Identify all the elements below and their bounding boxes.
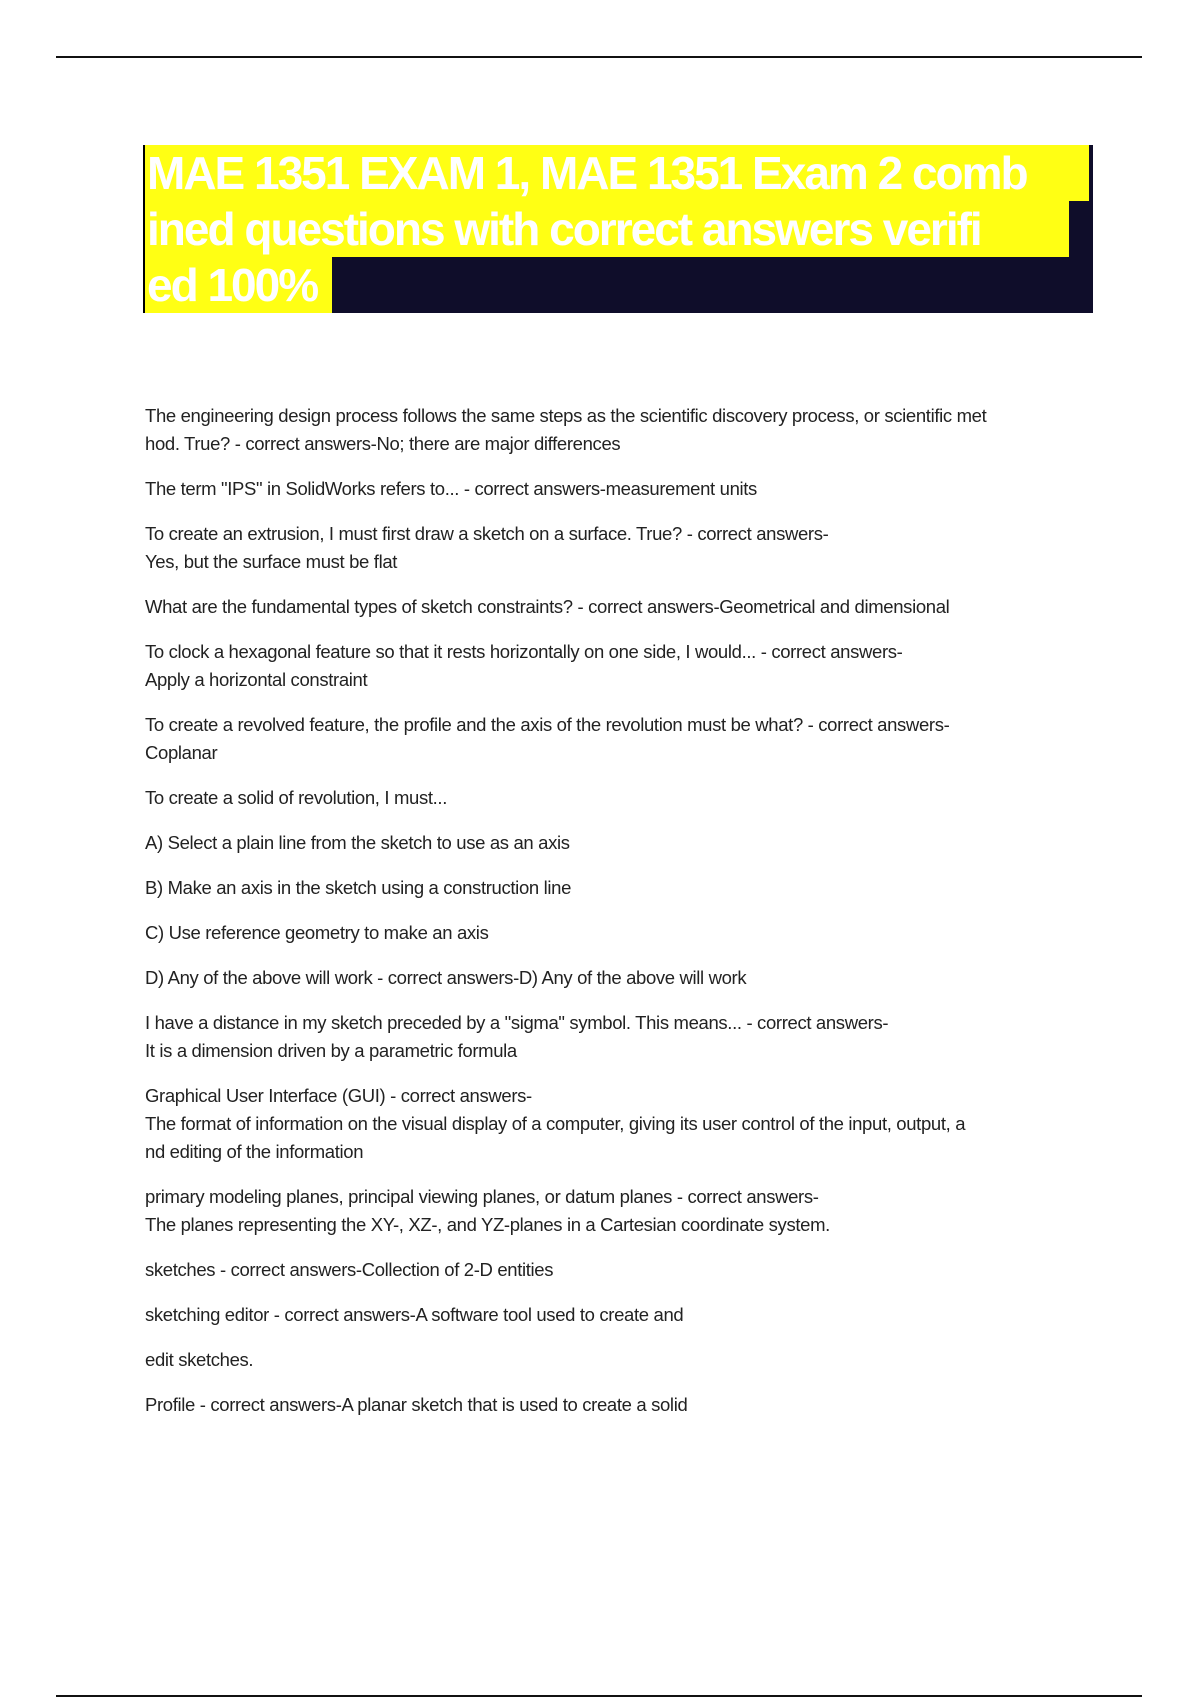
qa-item: Profile - correct answers-A planar sketch that is used to create a solid (145, 1394, 688, 1415)
qa-item: Graphical User Interface (GUI) - correct answers- The format of information on the visual display of a computer, giving its user control of the input, output, a nd editing of the information (145, 1085, 966, 1162)
bottom-rule (56, 1695, 1142, 1697)
top-rule (56, 56, 1142, 58)
qa-item: sketches - correct answers-Collection of 2-D entities (145, 1259, 554, 1280)
qa-item: To create an extrusion, I must first draw a sketch on a surface. True? - correct answers- Yes, but the surface must be flat (145, 523, 829, 572)
qa-item: What are the fundamental types of sketch constraints? - correct answers-Geometrical and dimensional (145, 596, 950, 617)
qa-item: To create a revolved feature, the profile and the axis of the revolution must be what? - correct answers- Coplanar (145, 714, 950, 763)
qa-item: sketching editor - correct answers-A software tool used to create and (145, 1304, 684, 1325)
qa-item: The term "IPS" in SolidWorks refers to... - correct answers-measurement units (145, 478, 757, 499)
document-title-banner (143, 145, 1093, 313)
qa-item: The engineering design process follows the same steps as the scientific discovery process, or scientific met hod. True? - correct answers-No; there are major differences (145, 405, 987, 454)
title-line-2: ined questions with correct answers verifi (145, 201, 1069, 257)
qa-option: B) Make an axis in the sketch using a construction line (145, 877, 572, 898)
qa-option: A) Select a plain line from the sketch to use as an axis (145, 832, 570, 853)
qa-option: C) Use reference geometry to make an axis (145, 922, 489, 943)
qa-option: D) Any of the above will work - correct answers-D) Any of the above will work (145, 967, 747, 988)
qa-item: To create a solid of revolution, I must... (145, 787, 448, 808)
title-line-1: MAE 1351 EXAM 1, MAE 1351 Exam 2 comb (145, 145, 1089, 201)
title-line-3: ed 100% (145, 257, 332, 313)
qa-item: edit sketches. (145, 1349, 254, 1370)
qa-item: To clock a hexagonal feature so that it rests horizontally on one side, I would... - correct answers- Apply a horizontal constraint (145, 641, 903, 690)
qa-item: primary modeling planes, principal viewing planes, or datum planes - correct answers- The planes representing the XY-, XZ-, and YZ-planes in a Cartesian coordinate system. (145, 1186, 830, 1235)
document-body (145, 402, 1090, 1436)
qa-item: I have a distance in my sketch preceded by a "sigma" symbol. This means... - correct answers- It is a dimension driven by a parametric formula (145, 1012, 889, 1061)
